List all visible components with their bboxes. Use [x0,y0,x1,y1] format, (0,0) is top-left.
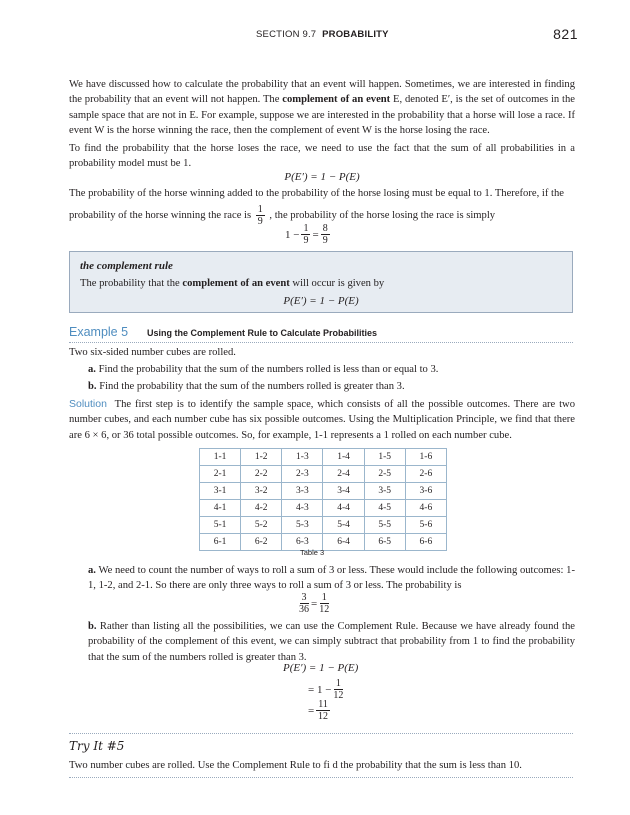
answer-a-equation: $\frac{3}{36}$ = $\frac{1}{12}$ [299,592,330,615]
example-divider [69,342,573,343]
rule-box-text: The probability that the complement of an event will occur is given by [80,278,385,289]
intro-paragraph-4: probability of the horse winning the race is $\frac{1}{9}$ , the probability of the horse losing the race is simply [69,204,496,227]
table-cell: 4-4 [323,500,364,517]
table-cell: 5-6 [405,517,446,534]
table-cell: 3-5 [364,483,405,500]
table-cell: 1-5 [364,449,405,466]
table-cell: 5-3 [282,517,323,534]
equation-complement: P(E′) = 1 − P(E) [284,171,360,183]
table-cell: 6-1 [200,534,241,551]
table-cell: 4-5 [364,500,405,517]
complement-rule-box [69,251,573,313]
try-it-divider-bottom [69,777,573,778]
example-part-b: b. Find the probability that the sum of the numbers rolled is greater than 3. [88,381,405,392]
table-cell: 2-3 [282,466,323,483]
table-row [200,500,447,517]
equation-eight-ninths: 1 − $\frac{1}{9}$ = $\frac{8}{9}$ [285,223,328,246]
section-number: SECTION 9.7 [256,29,317,40]
table-cell: 2-6 [405,466,446,483]
answer-b-line-1: P(E′) = 1 − P(E) [283,662,359,674]
table-cell: 6-5 [364,534,405,551]
table-cell: 3-2 [241,483,282,500]
rule-box-equation: P(E′) = 1 − P(E) [283,295,359,307]
term-complement: complement of an event [282,94,391,106]
table-row [200,466,447,483]
answer-part-b: b. Rather than listing all the possibilities, we can use the Complement Rule. Because we have already found the probability of the complement of this event, we can simply subtract that probability from 1 to find the probability that the sum of the numbers rolled is greater than 3. [88,621,575,663]
table-cell: 4-6 [405,500,446,517]
table-cell: 4-1 [200,500,241,517]
table-cell: 2-1 [200,466,241,483]
intro-paragraph-3: The probability of the horse winning added to the probability of the horse losing must be equal to 1. Therefore, if the [69,188,564,199]
intro-paragraph-2: To find the probability that the horse loses the race, we need to use the fact that the sum of all probabilities in a probability model must be 1. [69,143,575,170]
table-cell: 3-3 [282,483,323,500]
rule-box-title: the complement rule [80,260,173,272]
example-part-a: a. Find the probability that the sum of the numbers rolled is less than or equal to 3. [88,364,439,375]
table-row [200,449,447,466]
example-label: Example 5 [69,325,129,339]
table-cell: 3-4 [323,483,364,500]
table-cell: 1-3 [282,449,323,466]
example-title: Using the Complement Rule to Calculate Probabilities [147,328,378,338]
answer-b-line-2: = 1 − $\frac{1}{12}$ [308,678,344,701]
fraction-eight-ninths: $\frac{8}{9}$ [322,223,328,246]
table-caption: Table 3 [300,548,325,557]
solution-label: Solution [69,398,107,410]
table-cell: 5-1 [200,517,241,534]
try-it-text: Two number cubes are rolled. Use the Complement Rule to fi d the probability that the sum is less than 10. [69,760,522,771]
page-number: 821 [553,26,578,42]
table-cell: 6-2 [241,534,282,551]
table-cell: 1-4 [323,449,364,466]
fraction-one-ninth: $\frac{1}{9}$ [257,204,263,227]
table-cell: 3-6 [405,483,446,500]
table-cell: 1-1 [200,449,241,466]
section-title: PROBABILITY [322,29,389,40]
table-cell: 5-2 [241,517,282,534]
outcomes-table [199,448,447,551]
table-cell: 1-6 [405,449,446,466]
example-prompt: Two six-sided number cubes are rolled. [69,347,236,358]
answer-part-a: a. We need to count the number of ways to roll a sum of 3 or less. These would include the following outcomes: 1-1, 1-2, and 2-1. So there are only three ways to roll a sum of 3 or less. The probability is [88,565,575,592]
solution-paragraph: Solution The first step is to identify the sample space, which consists of all the possible outcomes. There are two number cubes, and each number cube has six possible outcomes. Using the Multiplication Principle, we find that there are 6 × 6, or 36 total possible outcomes. So, for example, 1-1 represents a 1 rolled on each number cube. [69,398,575,441]
table-cell: 5-4 [323,517,364,534]
answer-b-line-3: = $\frac{11}{12}$ [308,699,329,722]
try-it-label: Try It #5 [69,739,125,753]
table-row [200,517,447,534]
table-cell: 6-3 [282,534,323,551]
table-cell: 3-1 [200,483,241,500]
table-cell: 4-2 [241,500,282,517]
table-cell: 2-2 [241,466,282,483]
table-cell: 6-6 [405,534,446,551]
table-cell: 1-2 [241,449,282,466]
table-cell: 2-5 [364,466,405,483]
table-row [200,483,447,500]
table-cell: 5-5 [364,517,405,534]
table-cell: 6-4 [323,534,364,551]
table-cell: 4-3 [282,500,323,517]
try-it-divider-top [69,733,573,734]
intro-paragraph-1: We have discussed how to calculate the probability that an event will happen. Sometimes, we are interested in finding the probability that an event will not happen. The complement of an event E, denoted E′, is the set of outcomes in the sample space that are not in E. For example, suppose we are interested in the probability that a horse will lose a race. If event W is the horse winning the race, then the complement of event W is the horse losing the race. [69,79,575,137]
running-header [256,29,389,40]
table-cell: 2-4 [323,466,364,483]
